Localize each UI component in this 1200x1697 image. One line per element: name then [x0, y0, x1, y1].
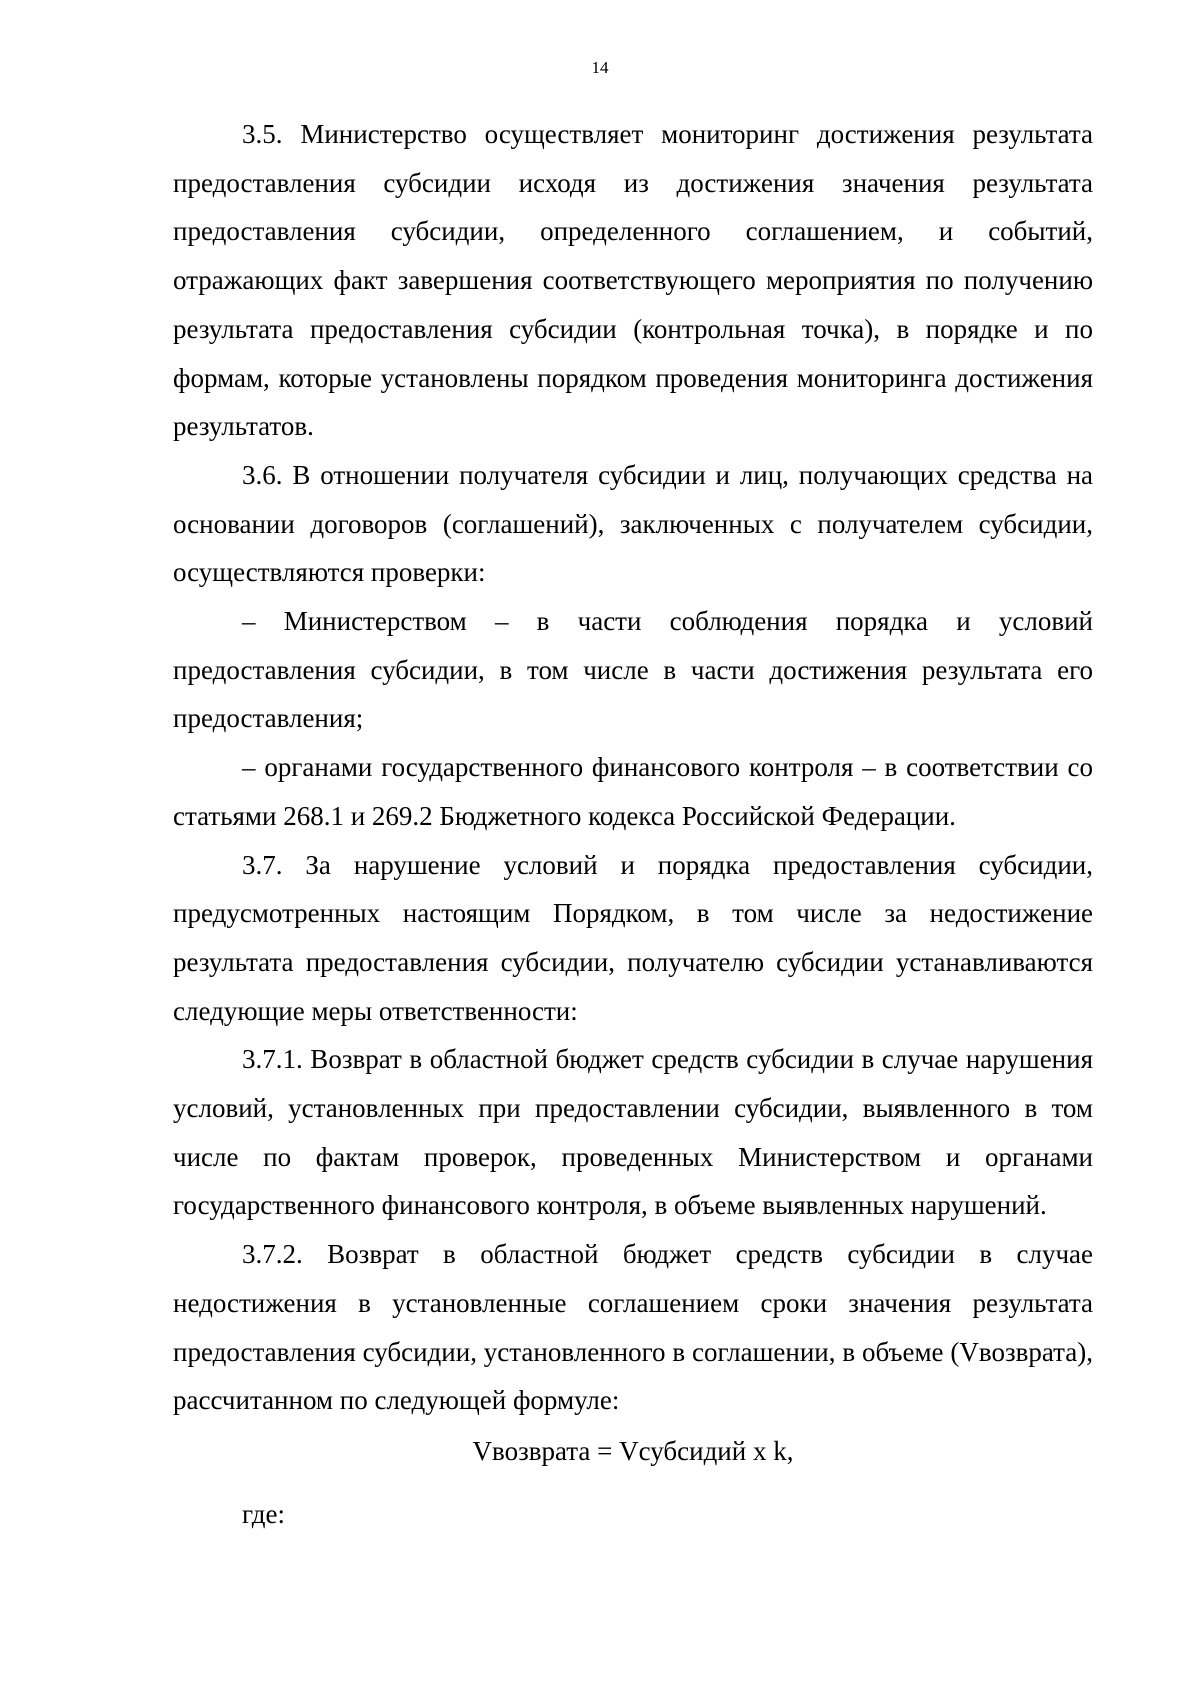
paragraph-3-5: 3.5. Министерство осуществляет мониторинг достижения результата предоставления субсидии исходя из достижения значения результата предоставления субсидии, определенного соглашением, и событий, отражающих факт завершения соответствующего мероприятия по получению результата предоставления субсидии (контрольная точка), в порядке и по формам, которые установлены порядком проведения мониторинга достижения результатов. — [173, 119, 1093, 442]
where-label: где: — [242, 1498, 285, 1529]
paragraph-3-7-2: 3.7.2. Возврат в областной бюджет средств субсидии в случае недостижения в установленные соглашением сроки значения результата предоставления субсидии, установленного в соглашении, в объеме (Vвозврата), рассчитанном по следующей формуле: — [173, 1239, 1093, 1416]
formula: Vвозврата = Vсубсидий x k, — [472, 1435, 794, 1466]
document-body — [173, 110, 1093, 1538]
paragraph-3-6: 3.6. В отношении получателя субсидии и лиц, получающих средства на основании договоров (соглашений), заключенных с получателем субсидии, осуществляются проверки: — [173, 459, 1093, 588]
page-number: 14 — [591, 58, 609, 77]
list-item-financial-control: – органами государственного финансового контроля – в соответствии со статьями 268.1 и 269.2 Бюджетного кодекса Российской Федерации. — [173, 752, 1093, 831]
list-item-ministry-checks: – Министерством – в части соблюдения порядка и условий предоставления субсидии, в том числе в части достижения результата его предоставления; — [173, 606, 1093, 734]
paragraph-3-7-1: 3.7.1. Возврат в областной бюджет средств субсидии в случае нарушения условий, установленных при предоставлении субсидии, выявленного в том числе по фактам проверок, проведенных Министерством и органами государственного финансового контроля, в объеме выявленных нарушений. — [173, 1044, 1093, 1221]
paragraph-3-7: 3.7. За нарушение условий и порядка предоставления субсидии, предусмотренных настоящим Порядком, в том числе за недостижение результата предоставления субсидии, получателю субсидии устанавливаются следующие меры ответственности: — [173, 849, 1093, 1026]
